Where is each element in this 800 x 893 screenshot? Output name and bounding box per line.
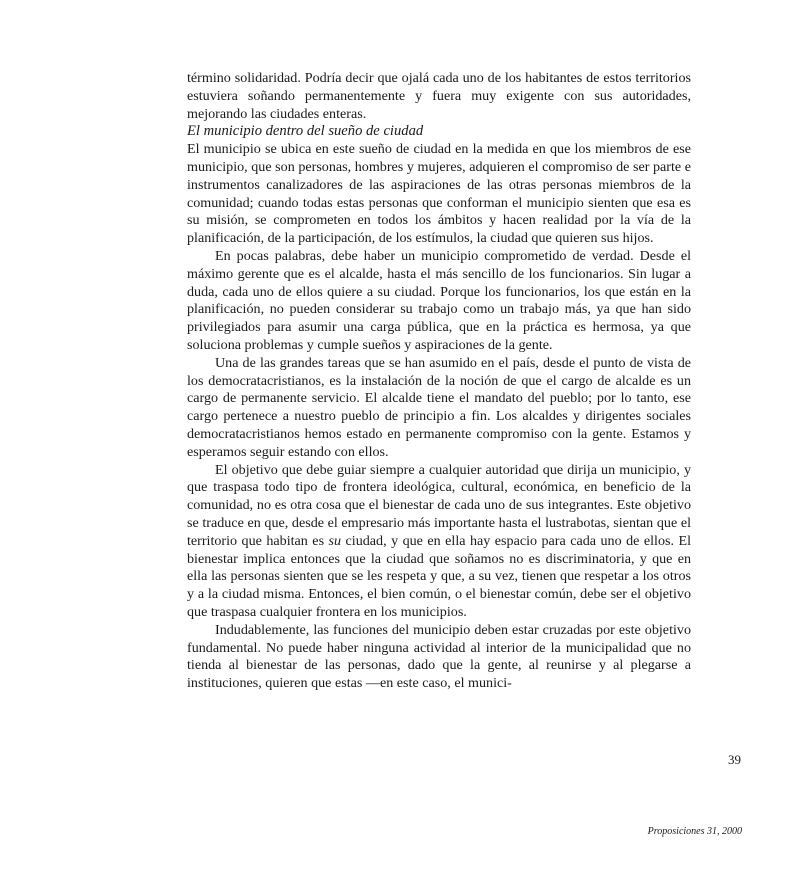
paragraph-4-part-1: El objetivo que debe guiar siempre a cualquier autoridad que dirija un municipio, y que traspasa todo tipo de frontera ideológica, cultural, económica, en beneficio de la comunidad, no es otra cosa que el bienestar de cada uno de sus integrantes. Este objetivo se traduce en que, desde el empresario más importante hasta el lustrabotas, sientan que el territorio que habitan es: [187, 461, 691, 549]
page-number: 39: [728, 752, 741, 767]
paragraph-2: En pocas palabras, debe haber un municipio comprometido de verdad. Desde el máximo gerente que es el alcalde, hasta el más sencillo de los funcionarios. Sin lugar a duda, cada uno de ellos quiere a su ciudad. Porque los funcionarios, los que están en la planificación, no pueden considerar su trabajo como un trabajo más, ya que han sido privilegiados para asumir una carga pública, que en la práctica es hermosa, ya que soluciona problemas y cumple sueños y aspiraciones de la gente.: [187, 247, 691, 353]
emphasis-su: su: [328, 532, 342, 549]
paragraph-4-part-2: ciudad, y que en ella hay espacio para cada uno de ellos. El bienestar implica entonces que la ciudad que soñamos no es discriminatoria, y que en ella las personas sienten que se les respeta y que, a su vez, tienen que respetar a los otros y a la ciudad misma. Entonces, el bien común, o el bienestar común, debe ser el objetivo que traspasa cualquier frontera en los municipios.: [187, 532, 691, 620]
paragraph-4: [187, 462, 691, 622]
paragraph-3: Una de las grandes tareas que se han asumido en el país, desde el punto de vista de los democratacristianos, es la instalación de la noción de que el cargo de alcalde es un cargo de permanente servicio. El alcalde tiene el mandato del pueblo; por lo tanto, ese cargo pertenece a nuestro pueblo de principio a fin. Los alcaldes y dirigentes sociales democratacristianos hemos estado en permanente compromiso con la gente. Estamos y esperamos seguir estando con ellos.: [187, 354, 691, 460]
body-text: [187, 70, 691, 693]
paragraph-1: El municipio se ubica en este sueño de ciudad en la medida en que los miembros de ese municipio, que son personas, hombres y mujeres, adquieren el compromiso de ser parte e instrumentos canalizadores de las aspiraciones de las otras personas miembros de la comunidad; cuando todas estas personas que conforman el municipio sienten que esa es su misión, se comprometen en todos los ámbitos y hacen realidad por la vía de la planificación, de la participación, de los estímulos, la ciudad que quieren sus hijos.: [187, 141, 691, 247]
section-heading: El municipio dentro del sueño de ciudad: [187, 123, 424, 140]
paragraph-5: Indudablemente, las funciones del municipio deben estar cruzadas por este objetivo fundamental. No puede haber ninguna actividad al interior de la municipalidad que no tienda al bienestar de las personas, dado que la gente, al reunirse y al plegarse a instituciones, quieren que estas —en este caso, el munici-: [187, 621, 691, 692]
running-footer: Proposiciones 31, 2000: [647, 826, 742, 837]
intro-paragraph: término solidaridad. Podría decir que ojalá cada uno de los habitantes de estos territorios estuviera soñando permanentemente y fuera muy exigente con sus autoridades, mejorando las ciudades enteras.: [187, 70, 691, 122]
